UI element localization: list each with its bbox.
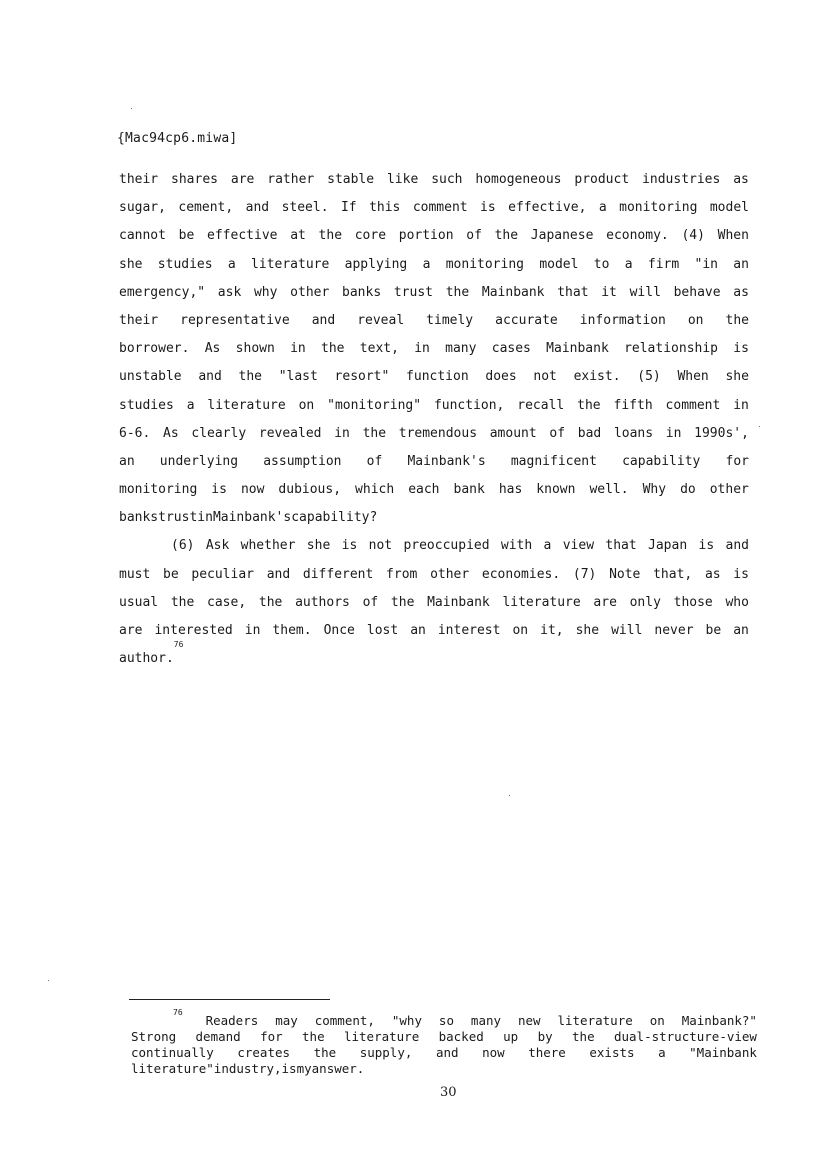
- scan-speck: [131, 108, 132, 109]
- footnote-line: continually creates the supply, and now there exists a "Mainbank: [131, 1045, 757, 1060]
- body-line: studies a literature on "monitoring" function, recall the fifth comment in: [119, 397, 749, 413]
- page-number: 30: [440, 1085, 457, 1100]
- body-line: their shares are rather stable like such homogeneous product industries as: [119, 172, 749, 187]
- body-line: must be peculiar and different from other economies. (7) Note that, as is: [119, 566, 749, 582]
- body-line: 6-6. As clearly revealed in the tremendous amount of bad loans in 1990s',: [119, 425, 749, 441]
- scan-speck: [759, 426, 760, 427]
- footnote-line: Strong demand for the literature backed up by the dual-structure-view: [131, 1029, 757, 1044]
- body-line: she studies a literature applying a monitoring model to a firm "in an: [119, 256, 749, 272]
- footnote-reference: 76: [173, 640, 184, 650]
- body-line: author. 76: [119, 645, 749, 673]
- footnote-line: literature" industry, is my answer.: [131, 1061, 365, 1076]
- footnote: [131, 1008, 757, 1077]
- body-line: emergency," ask why other banks trust the Mainbank that it will behave as: [119, 284, 749, 300]
- footnote-line: 76 Readers may comment, "why so many new literature on Mainbank?": [173, 1008, 757, 1028]
- body-line: their representative and reveal timely accurate information on the: [119, 312, 749, 328]
- body-line: (6) Ask whether she is not preoccupied with a view that Japan is and: [171, 538, 749, 554]
- body-line: unstable and the "last resort" function does not exist. (5) When she: [119, 369, 749, 385]
- body-line: borrower. As shown in the text, in many cases Mainbank relationship is: [119, 341, 749, 357]
- body-line: are interested in them. Once lost an interest on it, she will never be an: [119, 623, 749, 638]
- body-line: cannot be effective at the core portion of the Japanese economy. (4) When: [119, 228, 749, 244]
- body-text: [119, 166, 749, 673]
- scan-speck: [509, 795, 510, 796]
- document-code-label: {Mac94cp6.miwa]: [117, 131, 238, 146]
- body-line: banks trust in Mainbank's capability?: [119, 510, 378, 526]
- body-line: usual the case, the authors of the Mainbank literature are only those who: [119, 594, 749, 610]
- footnote-marker: 76: [173, 1008, 183, 1017]
- body-line: sugar, cement, and steel. If this comment is effective, a monitoring model: [119, 200, 749, 216]
- body-line: monitoring is now dubious, which each bank has known well. Why do other: [119, 482, 749, 498]
- scan-speck: [48, 980, 49, 981]
- body-line: an underlying assumption of Mainbank's magnificent capability for: [119, 453, 749, 469]
- footnote-divider: [129, 999, 330, 1000]
